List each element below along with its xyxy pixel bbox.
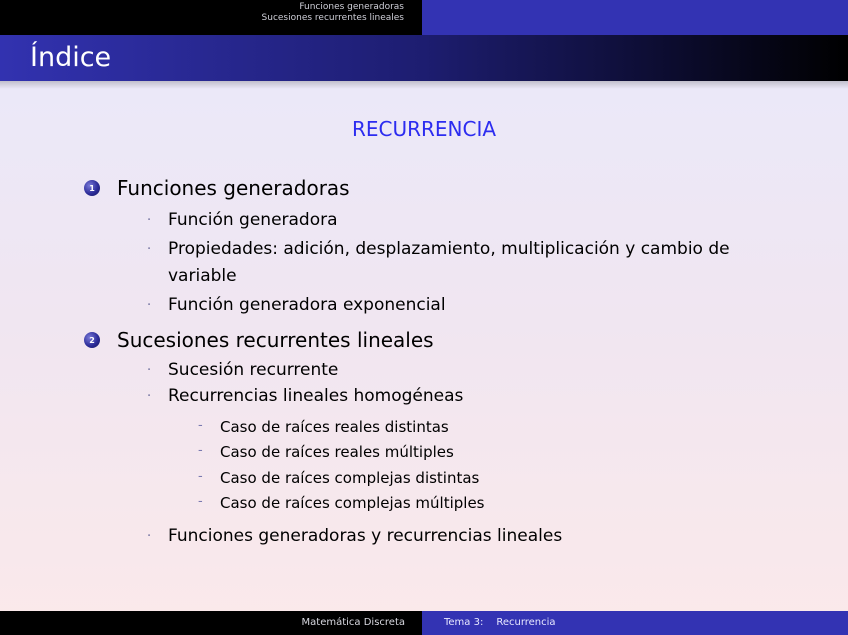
nav-link-sucesiones-recurrentes[interactable]: Sucesiones recurrentes lineales xyxy=(261,13,404,23)
toc-subsubsection[interactable] xyxy=(200,492,485,514)
toc-subsection[interactable] xyxy=(147,383,788,410)
toc-section-1[interactable] xyxy=(84,176,350,200)
footer-topic xyxy=(422,611,848,635)
numbered-ball-icon: 2 xyxy=(84,332,100,348)
dot-icon: · xyxy=(147,389,152,404)
toc-subsection-label: Recurrencias lineales homogéneas xyxy=(168,386,464,406)
dash-icon: - xyxy=(198,494,203,509)
dot-icon: · xyxy=(147,213,152,228)
toc-subsubsection-label: Caso de raíces complejas múltiples xyxy=(220,494,485,512)
toc-subsection-label: Función generadora xyxy=(168,210,338,230)
top-navigation-bar xyxy=(0,0,848,35)
nav-right-panel xyxy=(422,0,848,35)
frame-title-bar xyxy=(0,35,848,81)
dash-icon: - xyxy=(198,418,203,433)
toc-subsubsection[interactable] xyxy=(200,467,479,489)
numbered-ball-icon: 1 xyxy=(84,180,100,196)
footer-topic-number: Tema 3: xyxy=(444,617,484,628)
footer-course-label: Matemática Discreta xyxy=(301,617,405,628)
toc-subsection[interactable] xyxy=(147,523,788,550)
frame-title: Índice xyxy=(30,42,112,73)
toc-subsubsection-label: Caso de raíces reales distintas xyxy=(220,418,449,436)
toc-subsection[interactable] xyxy=(147,207,788,234)
nav-link-funciones-generadoras[interactable]: Funciones generadoras xyxy=(299,2,404,12)
footer-topic-name: Recurrencia xyxy=(496,617,556,628)
toc-subsubsection-label: Caso de raíces reales múltiples xyxy=(220,443,454,461)
toc-subsection-label: Función generadora exponencial xyxy=(168,295,446,315)
toc-subsection[interactable] xyxy=(147,292,788,319)
toc-subsection[interactable] xyxy=(147,236,788,290)
toc-section-label: Sucesiones recurrentes lineales xyxy=(117,328,434,352)
title-shadow xyxy=(0,81,848,89)
dot-icon: · xyxy=(147,298,152,313)
toc-section-label: Funciones generadoras xyxy=(117,176,350,200)
toc-subsubsection[interactable] xyxy=(200,416,449,438)
dot-icon: · xyxy=(147,363,152,378)
toc-subsection-label: Funciones generadoras y recurrencias lineales xyxy=(168,526,563,546)
footer-course xyxy=(0,611,422,635)
toc-subsection-label: Propiedades: adición, desplazamiento, multiplicación y cambio de variable xyxy=(168,239,730,286)
toc-section-2[interactable] xyxy=(84,328,434,352)
dot-icon: · xyxy=(147,529,152,544)
toc-subsection[interactable] xyxy=(147,357,788,384)
nav-sections xyxy=(0,0,422,35)
toc-subsubsection-label: Caso de raíces complejas distintas xyxy=(220,469,480,487)
dash-icon: - xyxy=(198,443,203,458)
dash-icon: - xyxy=(198,469,203,484)
toc-heading: RECURRENCIA xyxy=(351,117,497,141)
toc-subsubsection[interactable] xyxy=(200,441,454,463)
dot-icon: · xyxy=(147,242,152,257)
footer-bar xyxy=(0,611,848,635)
toc-subsection-label: Sucesión recurrente xyxy=(168,360,339,380)
